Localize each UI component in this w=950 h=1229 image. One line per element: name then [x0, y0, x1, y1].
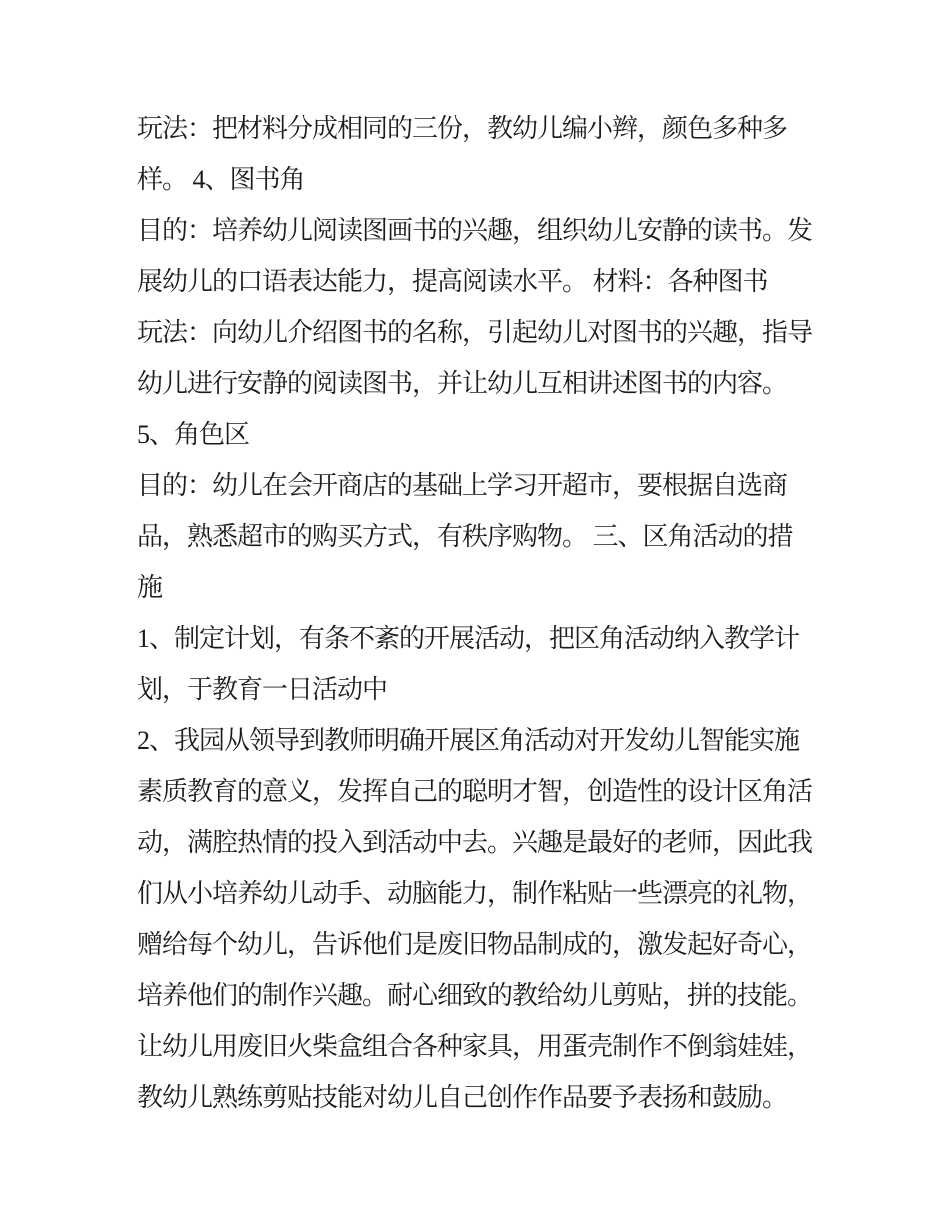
text-line: 品，熟悉超市的购买方式，有秩序购物。 三、区角活动的措 — [137, 522, 793, 551]
text-line: 1、制定计划，有条不紊的开展活动，把区角活动纳入教学计 — [137, 624, 800, 653]
text-line: 划，于教育一日活动中 — [137, 675, 388, 704]
text-line: 施 — [137, 573, 163, 602]
text-line: 样。 4、图书角 — [137, 165, 305, 194]
text-line: 玩法：把材料分成相同的三份，教幼儿编小辫，颜色多种多 — [137, 114, 788, 143]
text-line: 展幼儿的口语表达能力，提高阅读水平。 材料：各种图书 — [137, 267, 768, 296]
text-line: 培养他们的制作兴趣。耐心细致的教给幼儿剪贴，拼的技能。 — [137, 981, 813, 1010]
text-line: 目的：培养幼儿阅读图画书的兴趣，组织幼儿安静的读书。发 — [137, 216, 813, 245]
text-line: 赠给每个幼儿，告诉他们是废旧物品制成的，激发起好奇心， — [137, 930, 813, 959]
text-line: 素质教育的意义，发挥自己的聪明才智，创造性的设计区角活 — [137, 777, 813, 806]
text-line: 目的：幼儿在会开商店的基础上学习开超市，要根据自选商 — [137, 471, 788, 500]
text-line: 教幼儿熟练剪贴技能对幼儿自己创作作品要予表扬和鼓励。 — [137, 1083, 788, 1112]
text-line: 5、角色区 — [137, 420, 250, 449]
text-line: 让幼儿用废旧火柴盒组合各种家具，用蛋壳制作不倒翁娃娃， — [137, 1032, 813, 1061]
text-line: 玩法：向幼儿介绍图书的名称，引起幼儿对图书的兴趣，指导 — [137, 318, 813, 347]
text-line: 动，满腔热情的投入到活动中去。兴趣是最好的老师，因此我 — [137, 828, 813, 857]
text-line: 幼儿进行安静的阅读图书，并让幼儿互相讲述图书的内容。 — [137, 369, 788, 398]
text-line: 2、我园从领导到教师明确开展区角活动对开发幼儿智能实施 — [137, 726, 800, 755]
text-line: 们从小培养幼儿动手、动脑能力，制作粘贴一些漂亮的礼物， — [137, 879, 813, 908]
document-text-block — [137, 103, 822, 1123]
